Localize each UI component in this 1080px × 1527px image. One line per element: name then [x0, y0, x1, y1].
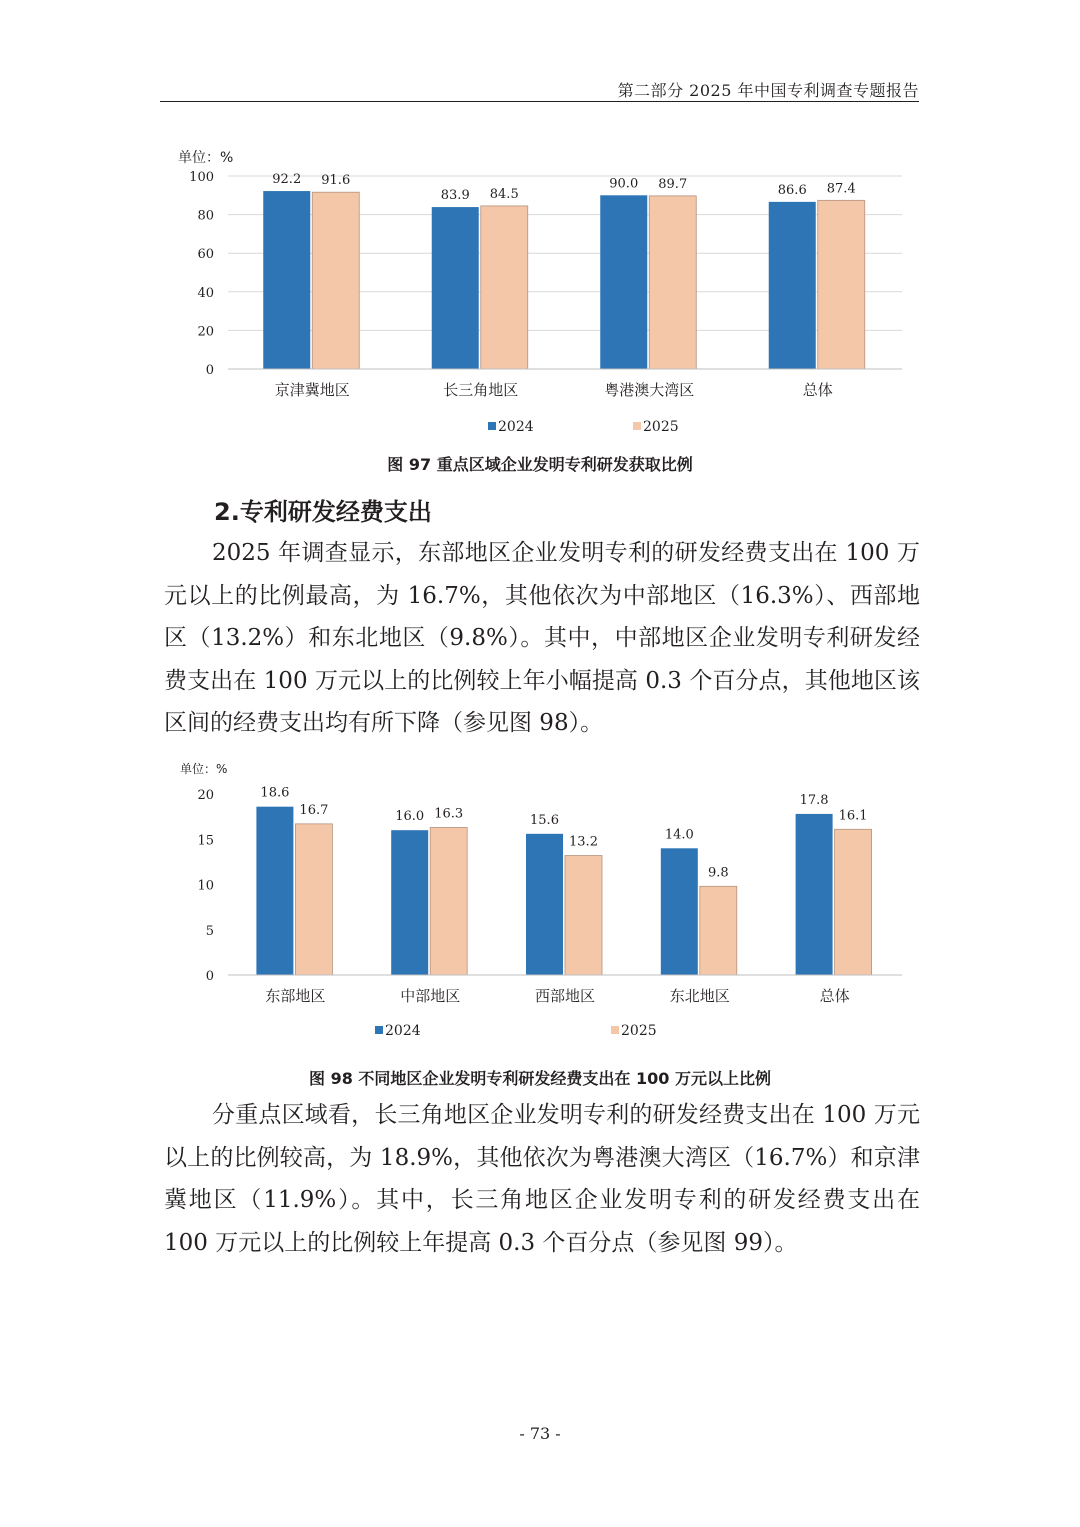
fig98-ytick-label: 15	[197, 833, 214, 849]
fig98-data-label: 13.2	[569, 834, 598, 850]
fig97-data-label: 90.0	[609, 176, 639, 192]
fig98-data-label: 15.6	[530, 812, 559, 828]
fig98-bar-2025	[700, 886, 737, 975]
fig97-bar-2024	[600, 195, 647, 369]
fig98-data-label: 16.0	[395, 809, 425, 825]
fig98-data-label: 16.7	[299, 802, 329, 818]
fig97-ytick-label: 0	[205, 363, 214, 378]
fig98-category-label: 总体	[819, 987, 850, 1005]
fig97-category-label: 总体	[802, 381, 833, 399]
fig97-data-label: 92.2	[272, 172, 302, 188]
fig97-category-label: 粤港澳大湾区	[604, 381, 695, 399]
fig98-category-label: 中部地区	[400, 987, 461, 1005]
paragraph-1: 2025 年调查显示，东部地区企业发明专利的研发经费支出在 100 万元以上的比例最高，为 16.7%，其他依次为中部地区（16.3%）、西部地区（13.2%）和东北地区（9.8%）。其中，中部地区企业发明专利研发经费支出在 100 万元以上的比例较上年小幅提高 0.3 个百分点，其他地区该区间的经费支出均有所下降（参见图 98）。	[164, 540, 920, 736]
fig97-bar-2024	[263, 191, 310, 369]
fig97-data-label: 91.6	[321, 173, 351, 189]
fig97-ytick-label: 60	[197, 247, 214, 263]
fig97-ytick-label: 100	[189, 170, 214, 185]
section-heading: 2.专利研发经费支出	[214, 498, 432, 526]
fig98-data-label: 17.8	[799, 792, 829, 808]
fig97-ytick-label: 40	[197, 285, 214, 301]
figure-98-caption: 图 98 不同地区企业发明专利研发经费支出在 100 万元以上比例	[309, 1069, 771, 1088]
fig98-category-label: 东部地区	[265, 987, 326, 1005]
fig98-ytick-label: 0	[205, 969, 214, 984]
fig98-legend-swatch-2025	[611, 1026, 619, 1034]
paragraph-2: 分重点区域看，长三角地区企业发明专利的研发经费支出在 100 万元以上的比例较高，为 18.9%，其他依次为粤港澳大湾区（16.7%）和京津冀地区（11.9%）。其中，长三角地区企业发明专利的研发经费支出在 100 万元以上的比例较上年提高 0.3 个百分点（参见图 99）。	[164, 1102, 920, 1256]
fig98-legend-swatch-2024	[375, 1026, 383, 1034]
fig97-bar-2025	[481, 206, 528, 369]
fig98-data-label: 18.6	[260, 785, 290, 801]
fig98-legend-label: 2025	[621, 1023, 657, 1039]
fig98-data-label: 14.0	[664, 827, 694, 843]
fig98-data-label: 16.3	[434, 806, 464, 822]
fig98-bar-2025	[565, 856, 602, 975]
fig97-bar-2025	[312, 192, 359, 369]
fig97-bar-2024	[432, 207, 479, 369]
fig98-bar-2024	[391, 830, 428, 975]
fig97-legend-swatch-2025	[633, 422, 641, 430]
fig98-category-label: 西部地区	[534, 987, 596, 1005]
fig97-bar-2024	[769, 202, 816, 369]
figure-98-chart	[0, 755, 1080, 1050]
fig98-ytick-label: 5	[205, 923, 214, 939]
fig98-bar-2025	[430, 827, 467, 975]
fig98-data-label: 9.8	[707, 865, 729, 881]
fig98-unit-label: 单位：%	[180, 762, 228, 776]
fig98-ytick-label: 10	[197, 878, 214, 894]
fig98-bar-2024	[796, 814, 833, 975]
fig98-data-label: 16.1	[838, 808, 868, 824]
figure-98-svg	[0, 755, 1080, 1050]
fig97-category-label: 长三角地区	[443, 381, 519, 399]
fig97-ytick-label: 80	[197, 208, 214, 224]
fig97-bar-2025	[818, 200, 865, 369]
fig97-data-label: 83.9	[440, 188, 470, 204]
fig97-ytick-label: 20	[197, 324, 214, 340]
running-header	[160, 74, 919, 102]
fig98-bar-2024	[661, 848, 698, 975]
fig97-data-label: 89.7	[658, 176, 688, 192]
fig97-data-label: 86.6	[777, 182, 807, 198]
fig97-legend-label: 2025	[643, 419, 679, 435]
fig98-legend-label: 2024	[385, 1023, 421, 1039]
fig97-legend-label: 2024	[498, 419, 534, 435]
fig97-data-label: 87.4	[826, 181, 856, 197]
figure-97-chart	[0, 140, 1080, 440]
fig98-bar-2024	[526, 834, 563, 975]
fig97-legend-swatch-2024	[488, 422, 496, 430]
figure-97-svg	[0, 140, 1080, 440]
page-number: - 73 -	[519, 1424, 561, 1443]
fig98-bar-2024	[256, 807, 293, 975]
fig97-bar-2025	[649, 196, 696, 369]
fig97-category-label: 京津冀地区	[274, 381, 350, 399]
fig98-bar-2025	[835, 829, 872, 975]
fig98-bar-2025	[295, 824, 332, 975]
figure-97-caption: 图 97 重点区域企业发明专利研发获取比例	[387, 455, 693, 474]
fig97-data-label: 84.5	[489, 186, 519, 202]
fig98-category-label: 东北地区	[669, 987, 730, 1005]
fig98-ytick-label: 20	[197, 788, 214, 803]
header-text: 第二部分 2025 年中国专利调查专题报告	[617, 81, 919, 100]
fig97-unit-label: 单位：%	[178, 150, 234, 166]
